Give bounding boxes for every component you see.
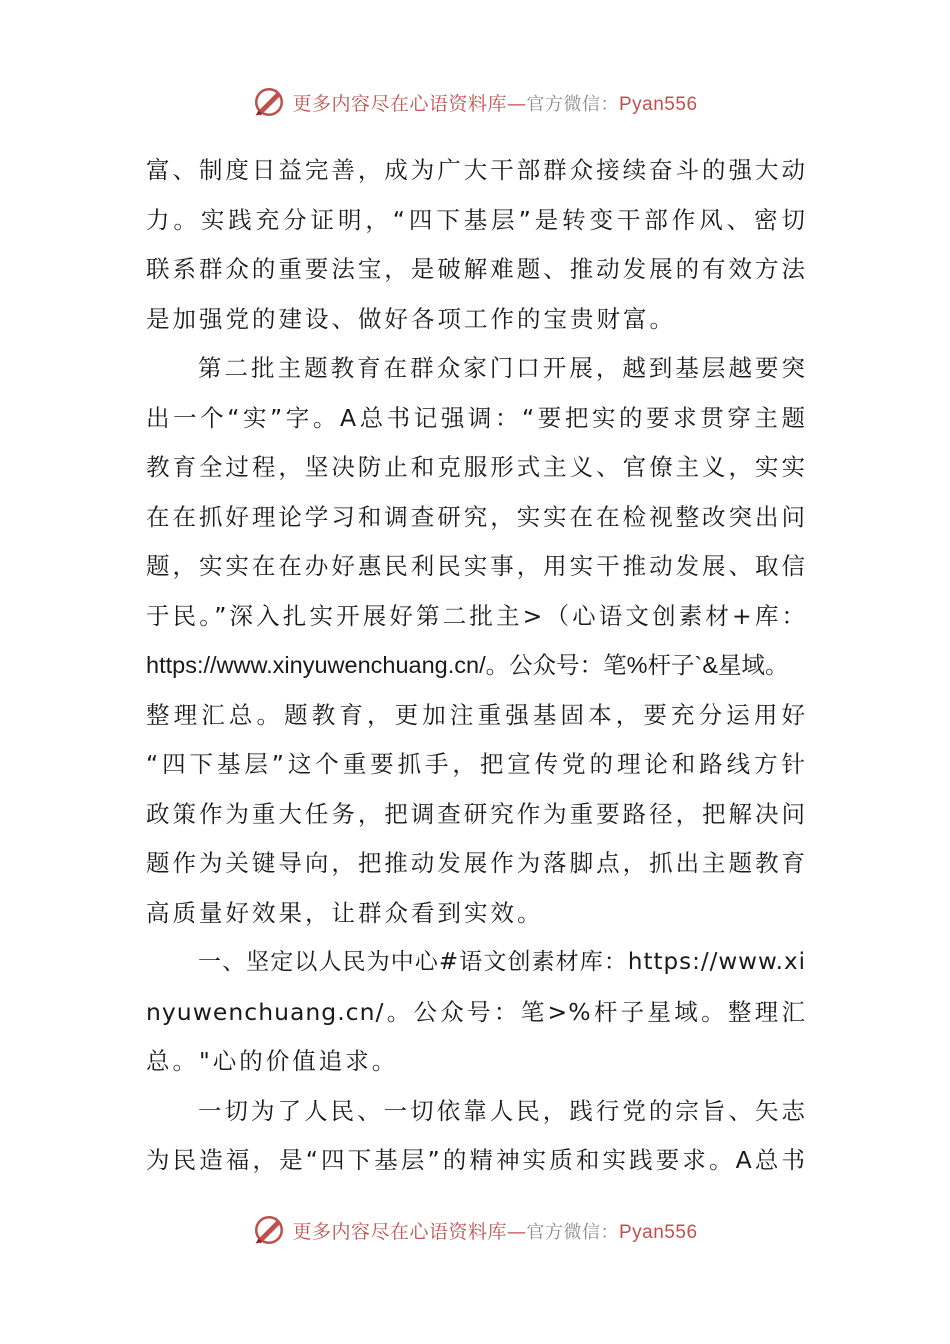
- footer-watermark: [0, 1210, 950, 1250]
- header-wechat-label: 官方微信：: [526, 93, 619, 115]
- body-line-18: nyuwenchuang.cn/。公众号：笔>%杆子星域。整理汇: [146, 997, 806, 1026]
- body-line-1: 富、制度日益完善，成为广大干部群众接续奋斗的强大动: [146, 156, 806, 184]
- body-line-17: 一、坚定以人民为中心#语文创素材库：https://www.xi: [198, 949, 806, 975]
- body-line-20: 一切为了人民、一切依靠人民，践行党的宗旨、矢志: [198, 1096, 806, 1125]
- body-line-5: 第二批主题教育在群众家门口开展，越到基层越要突: [198, 354, 806, 382]
- footer-wechat-handle: Pyan556: [619, 1221, 698, 1243]
- footer-brand: [292, 1217, 697, 1244]
- header-watermark: [0, 82, 950, 122]
- body-line-8: 在在抓好理论学习和调查研究，实实在在检视整改突出问: [146, 502, 806, 531]
- footer-dash: —: [507, 1220, 527, 1243]
- footer-brand-text: 更多内容尽在心语资料库: [292, 1220, 507, 1243]
- pen-logo-icon: [252, 1213, 286, 1247]
- body-line-3: 联系群众的重要法宝，是破解难题、推动发展的有效方法: [146, 255, 806, 283]
- body-line-9: 题，实实在在办好惠民利民实事，用实干推动发展、取信: [146, 552, 806, 580]
- body-line-13: “四下基层”这个重要抓手，把宣传党的理论和路线方针: [146, 750, 806, 778]
- body-line-12: 整理汇总。题教育，更加注重强基固本，要充分运用好: [146, 700, 806, 729]
- body-line-6: 出一个“实”字。A总书记强调：“要把实的要求贯穿主题: [146, 403, 806, 432]
- body-line-10: 于民。”深入扎实开展好第二批主>（心语文创素材+库：: [146, 601, 806, 630]
- footer-wechat-label: 官方微信：: [526, 1221, 619, 1243]
- body-line-15: 题作为关键导向，把推动发展作为落脚点，抓出主题教育: [146, 849, 806, 877]
- pen-logo-icon: [252, 85, 286, 119]
- header-brand-text: 更多内容尽在心语资料库: [292, 92, 507, 115]
- header-wechat-handle: Pyan556: [619, 93, 698, 115]
- body-line-4: 是加强党的建设、做好各项工作的宝贵财富。: [146, 304, 676, 333]
- document-body: [146, 146, 806, 1186]
- body-line-16: 高质量好效果，让群众看到实效。: [146, 898, 544, 927]
- body-line-7: 教育全过程，坚决防止和克服形式主义、官僚主义，实实: [146, 453, 806, 481]
- header-dash: —: [507, 92, 527, 115]
- body-line-19: 总。"心的价值追求。: [146, 1047, 399, 1075]
- body-line-21: 为民造福，是“四下基层”的精神实质和实践要求。A总书: [146, 1146, 806, 1174]
- header-brand: [292, 89, 697, 116]
- body-line-14: 政策作为重大任务，把调查研究作为重要路径，把解决问: [146, 799, 806, 828]
- body-line-2: 力。实践充分证明，“四下基层”是转变干部作风、密切: [146, 205, 806, 234]
- body-line-11: https://www.xinyuwenchuang.cn/。公众号：笔%杆子`&星域。: [146, 652, 789, 678]
